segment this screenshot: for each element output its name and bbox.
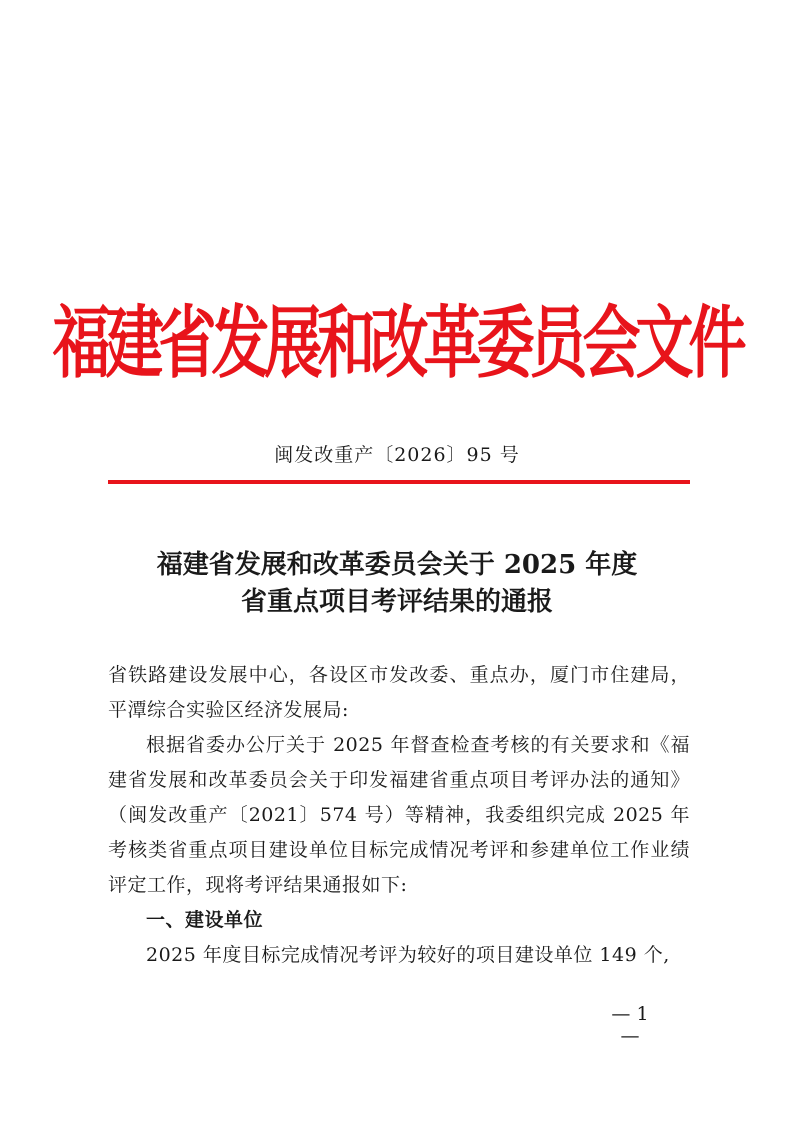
title-line-1: 福建省发展和改革委员会关于 2025 年度	[156, 550, 638, 580]
body-paragraph-1: 根据省委办公厅关于 2025 年督查检查考核的有关要求和《福建省发展和改革委员会关于印发福建省重点项目考评办法的通知》（闽发改重产〔2021〕574 号）等精神，我委组织完成 2025 年考核类省重点项目建设单位目标完成情况考评和参建单位工作业绩评定工作，现将考评结果通报如下:	[108, 734, 690, 896]
document-title	[100, 547, 694, 621]
addressee: 省铁路建设发展中心，各设区市发改委、重点办，厦门市住建局，平潭综合实验区经济发展局:	[108, 664, 690, 721]
page-number: — 1 —	[611, 1003, 649, 1047]
section-heading: 一、建设单位	[146, 909, 264, 931]
document-number: 闽发改重产〔2026〕95 号	[274, 444, 520, 466]
body-paragraph-2: 2025 年度目标完成情况考评为较好的项目建设单位 149 个,	[146, 944, 670, 966]
issuer-title: 福建省发展和改革委员会文件	[52, 296, 742, 389]
document-body	[108, 658, 690, 973]
title-line-2: 省重点项目考评结果的通报	[240, 587, 553, 617]
red-divider-line	[108, 480, 690, 484]
